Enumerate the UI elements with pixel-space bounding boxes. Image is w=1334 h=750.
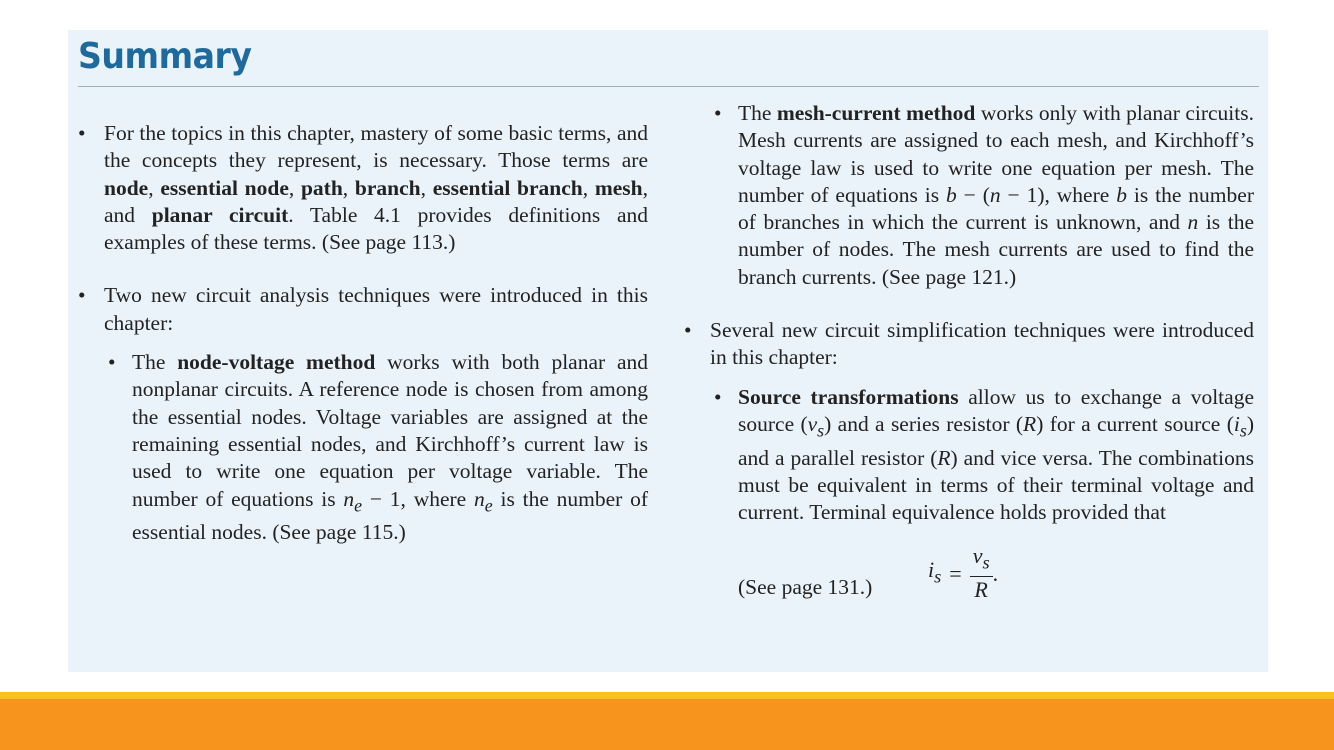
term-path: path bbox=[300, 175, 343, 200]
page-reference: (See page 131.) bbox=[738, 575, 873, 600]
bullet-analysis-techniques: • Two new circuit analysis techniques were introduced in this chapter: bbox=[104, 282, 648, 337]
left-column bbox=[104, 120, 648, 546]
source-transformation-equation: $i_s$ = $\frac{v_s}{R}$ . bbox=[928, 543, 999, 602]
term-node: node bbox=[104, 175, 149, 200]
term-essential-branch: essential branch bbox=[432, 175, 583, 200]
term-source-transformations: Source transformations bbox=[738, 384, 959, 409]
term-node-voltage-method: node-voltage method bbox=[177, 350, 376, 375]
footer-yellow-stripe bbox=[0, 692, 1334, 699]
fraction-numerator: $v_s$ bbox=[970, 544, 993, 576]
slide-title: Summary bbox=[78, 36, 252, 77]
term-planar-circuit: planar circuit bbox=[151, 202, 289, 227]
bullet-simplification-techniques: • Several new circuit simplification techniques were introduced in this chapter: bbox=[710, 317, 1254, 372]
title-divider bbox=[78, 86, 1259, 87]
fraction bbox=[970, 544, 993, 601]
term-essential-node: essential node bbox=[160, 175, 289, 200]
right-column bbox=[710, 100, 1254, 614]
bullet-mesh-current-method: • The mesh-current method works only with planar circuits. Mesh currents are assigned to each mesh, and Kirchhoff’s voltage law is used to write one equation per mesh. The number of equations is b − (n − 1), where b is the number of branches in which the current is unknown, and n is the number of nodes. The mesh currents are used to find the branch currents. (See page 121.) bbox=[738, 100, 1254, 291]
term-mesh: mesh bbox=[594, 175, 643, 200]
equation-period: . bbox=[992, 560, 999, 586]
bullet-basic-terms: • For the topics in this chapter, mastery of some basic terms, and the concepts they represent, is necessary. Those terms are node, essential node, path, branch, essential branch, mesh, and planar circuit. Table 4.1 provides definitions and examples of these terms. (See page 113.) bbox=[104, 120, 648, 256]
term-mesh-current-method: mesh-current method bbox=[776, 101, 976, 125]
equals-sign: = bbox=[949, 560, 962, 586]
fraction-denominator: R bbox=[974, 576, 988, 602]
term-branch: branch bbox=[354, 175, 421, 200]
equation-row bbox=[710, 544, 1254, 614]
bullet-source-transformations: • Source transformations allow us to exchange a voltage source $(v_s)$ and a series resistor (R) for a current source $(i_s)$ and a parallel resistor (R) and vice versa. The combinations must be equivalent in terms of their terminal voltage and current. Terminal equivalence holds provided that bbox=[738, 384, 1254, 527]
footer-orange-bar bbox=[0, 699, 1334, 750]
bullet-node-voltage-method: • The node-voltage method works with both planar and nonplanar circuits. A reference node is chosen from among the essential nodes. Voltage variables are assigned at the remaining essential nodes, and Kirchhoff’s current law is used to write one equation per voltage variable. The number of equations is $n_e - 1$, where $n_e$ is the number of essential nodes. (See page 115.) bbox=[132, 349, 648, 546]
